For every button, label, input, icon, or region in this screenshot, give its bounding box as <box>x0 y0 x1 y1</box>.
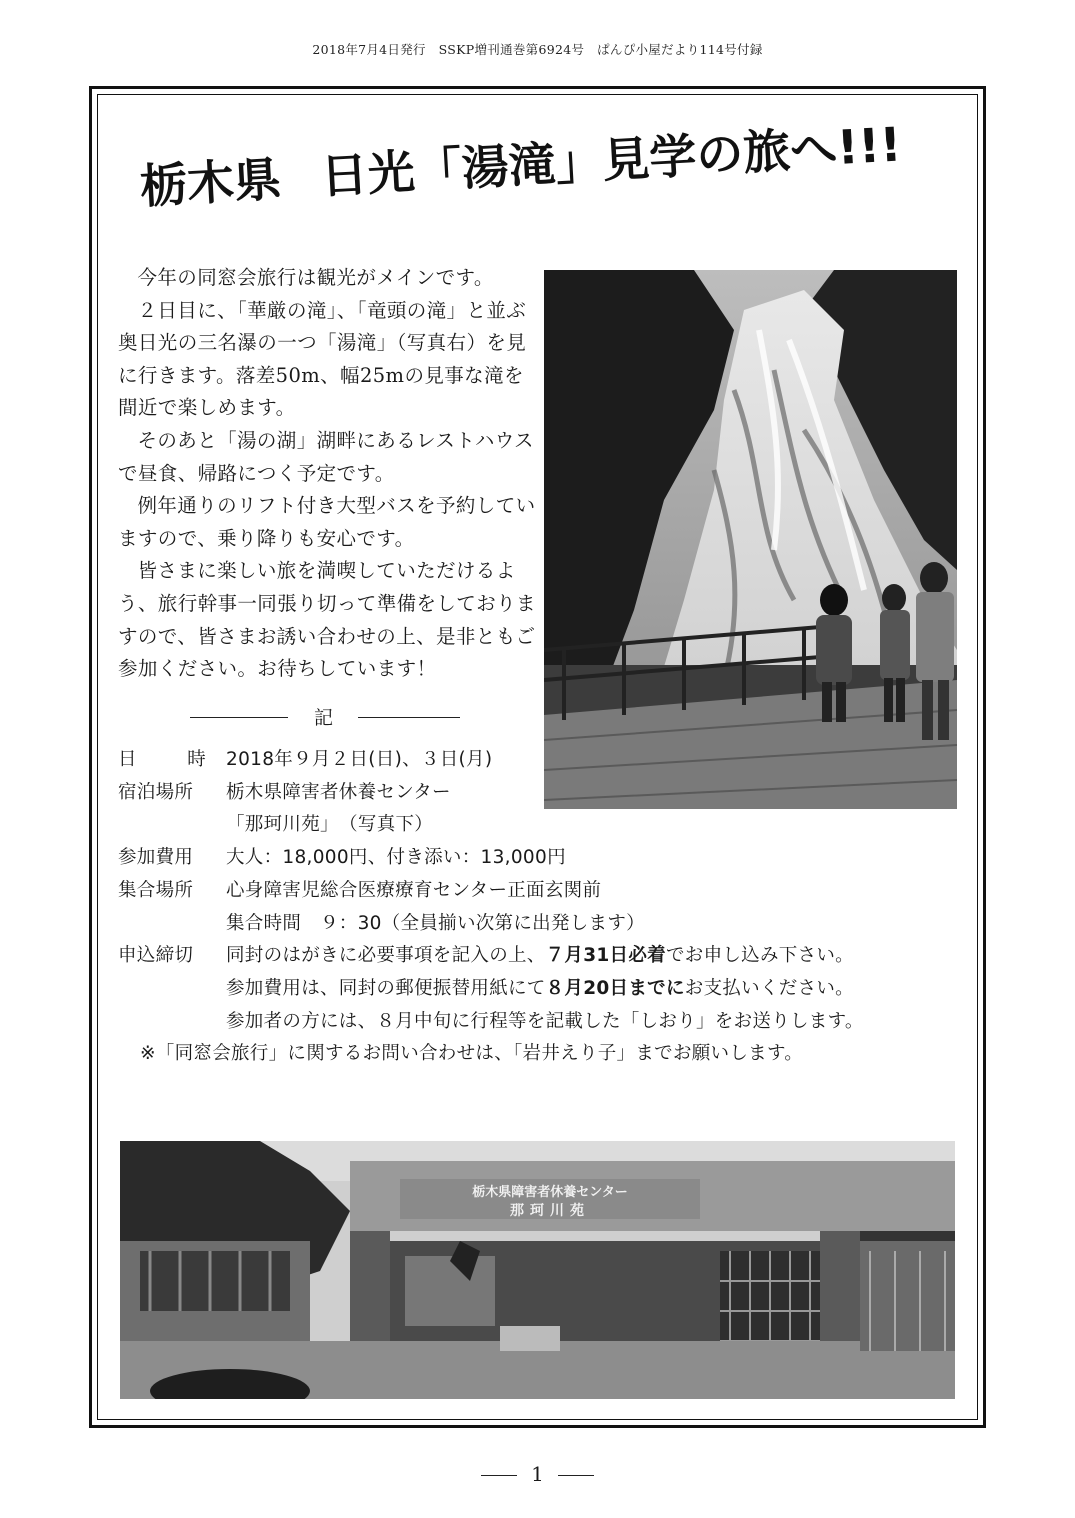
deadline-label: 申込締切 <box>118 945 194 967</box>
intro-paragraph: そのあと「湯の湖」湖畔にあるレストハウスで昼食、帰路につく予定です。 <box>118 428 534 485</box>
detail-row-payment <box>118 973 978 1006</box>
intro-paragraph: ２日目に、「華厳の滝」、「竜頭の滝」と並ぶ奥日光の三名瀑の一つ「湯滝」（写真右）を見に行きます。落差50m、幅25mの見事な滝を間近で楽しめます。 <box>118 298 527 420</box>
fee-label: 参加費用 <box>118 847 194 869</box>
detail-row-date <box>118 744 978 777</box>
fee-value: 大人：18,000円、付き添い：13,000円 <box>226 847 566 869</box>
lodging-value-2: 「那珂川苑」 （写真下） <box>226 814 434 836</box>
detail-row-guide <box>118 1006 978 1039</box>
payment-date: ８月20日までに <box>545 977 685 999</box>
intro-paragraph: 今年の同窓会旅行は観光がメインです。 <box>137 266 494 289</box>
detail-row-lodging <box>118 777 978 810</box>
detail-row-meeting <box>118 875 978 908</box>
event-details <box>118 744 978 1071</box>
lodging-label: 宿泊場所 <box>118 781 194 803</box>
deadline-date: ７月31日必着 <box>545 945 666 967</box>
building-sign-line-2: 那珂川苑 <box>510 1203 590 1219</box>
detail-row-meeting-time <box>118 908 978 941</box>
yudaki-waterfall-photo <box>544 270 957 809</box>
detail-row-fee <box>118 842 978 875</box>
date-label: 日 時 <box>118 749 206 770</box>
detail-row-deadline <box>118 940 978 973</box>
date-value: 2018年９月２日(日)、３日(月) <box>226 749 493 770</box>
intro-paragraph: 例年通りのリフト付き大型バスを予約していますので、乗り降りも安心です。 <box>118 494 536 550</box>
intro-paragraph: 皆さまに楽しい旅を満喫していただけるよう、旅行幹事一同張り切って準備をしておりますので、皆さまお誘い合わせの上、是非ともご参加ください。お待ちしています！ <box>118 559 536 681</box>
meeting-label: 集合場所 <box>118 879 194 901</box>
deadline-line-3: 参加者の方には、８月中旬に行程等を記載した「しおり」をお送りします。 <box>226 1010 864 1032</box>
title-prefecture: 栃木県 <box>138 152 283 215</box>
page-number: 1 <box>0 1462 1075 1486</box>
deadline-line-2: 参加費用は、同封の郵便振替用紙にて８月20日までにお支払いください。 <box>226 977 854 999</box>
title-main: 日光「湯滝」見学の旅へ!!! <box>319 117 903 205</box>
ki-divider <box>190 703 460 731</box>
deadline-line-1: 同封のはがきに必要事項を記入の上、７月31日必着でお申し込み下さい。 <box>226 945 854 967</box>
lodging-value: 栃木県障害者休養センター <box>226 781 451 803</box>
ki-label: 記 <box>314 707 334 729</box>
meeting-time: 集合時間 ９：30（全員揃い次第に出発します） <box>226 912 645 934</box>
intro-text <box>118 262 536 686</box>
nakagawaen-building-photo <box>120 1141 955 1399</box>
issue-line: 2018年7月4日発行 SSKP増刊通巻第6924号 ぱんぴ小屋だより114号付録 <box>312 42 763 57</box>
meeting-value: 心身障害児総合医療療育センター正面玄関前 <box>226 879 602 901</box>
contact-note: ※「同窓会旅行」に関するお問い合わせは、「岩井えり子」までお願いします。 <box>140 1043 804 1065</box>
detail-row-lodging-2 <box>118 809 978 842</box>
building-sign-line-1: 栃木県障害者休養センター <box>472 1185 628 1200</box>
